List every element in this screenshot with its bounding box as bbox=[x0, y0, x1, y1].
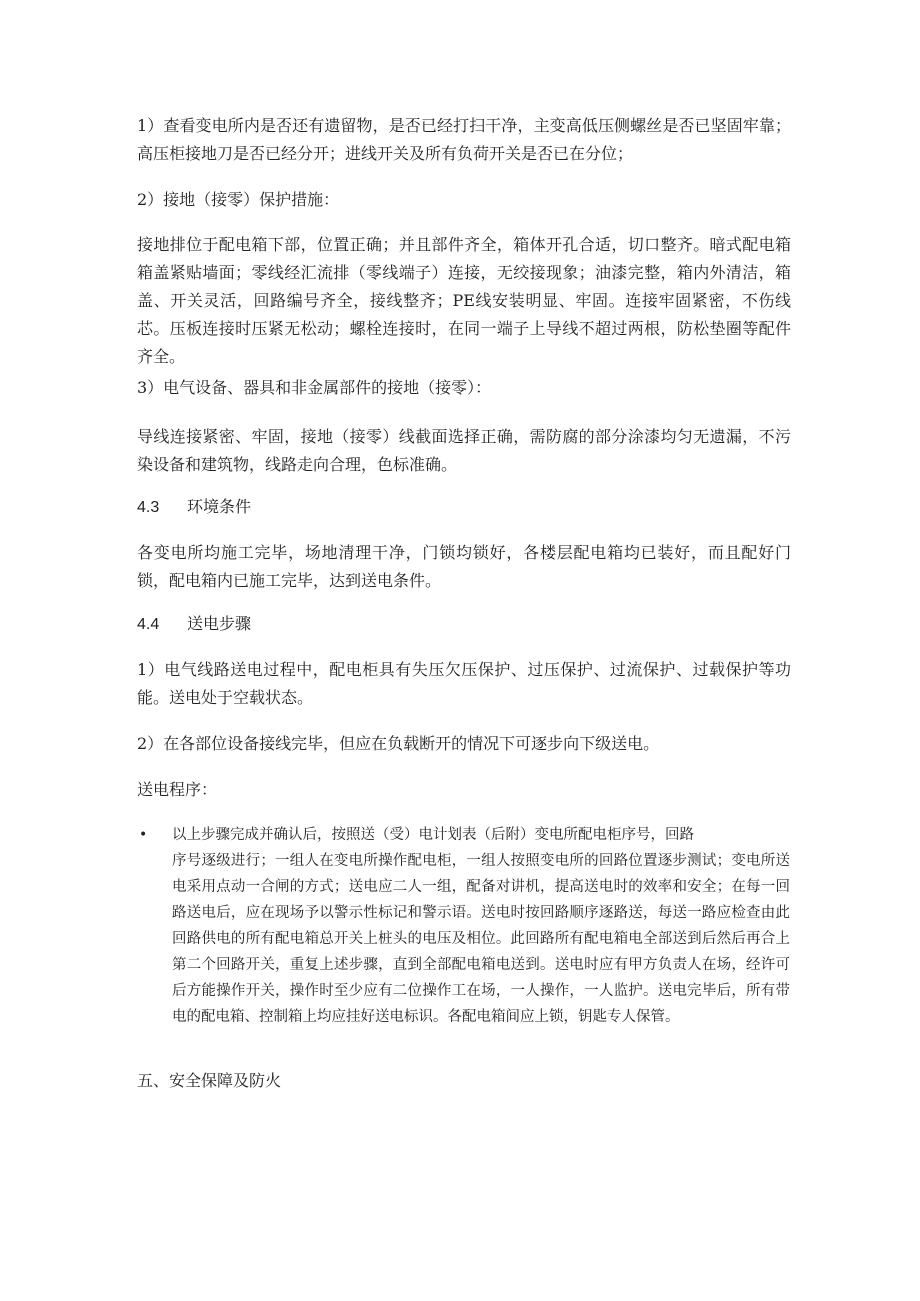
paragraph-equipment-grounding-title: 3）电气设备、器具和非金属部件的接地（接零）： bbox=[137, 378, 492, 397]
heading-4-4-title: 送电步骤 bbox=[187, 614, 252, 633]
paragraph-grounding-details: 接地排位于配电箱下部，位置正确；并且部件齐全，箱体开孔合适，切口整齐。暗式配电箱箱盖紧贴墙面；零线经汇流排（零线端子）连接，无绞接现象；油漆完整，箱内外清洁，箱盖、开关灵活，回路编号齐全，接线整齐；PE线安装明显、牢固。连接牢固紧密，不伤线芯。压板连接时压紧无松动；螺栓连接时，在同一端子上导线不超过两根，防松垫圈等配件齐全。 bbox=[137, 235, 791, 366]
paragraph-power-step-2: 2）在各部位设备接线完毕，但应在负载断开的情况下可逐步向下级送电。 bbox=[137, 734, 660, 753]
paragraph-inspection: 1）查看变电所内是否还有遗留物，是否已经打扫干净，主变高低压侧螺丝是否已坚固牢靠；高压柜接地刀是否已经分开；进线开关及所有负荷开关是否已在分位； bbox=[137, 116, 791, 163]
heading-4-3-title: 环境条件 bbox=[187, 497, 252, 516]
heading-4-4-number: 4.4 bbox=[137, 616, 160, 633]
paragraph-wire-connection: 导线连接紧密、牢固，接地（接零）线截面选择正确，需防腐的部分涂漆均匀无遗漏，不污染设备和建筑物，线路走向合理，色标准确。 bbox=[137, 427, 791, 474]
bullet-dot-icon: • bbox=[139, 827, 148, 843]
heading-4-3 bbox=[137, 493, 791, 522]
paragraph-power-procedure-label: 送电程序： bbox=[137, 780, 218, 799]
paragraph-environment: 各变电所均施工完毕，场地清理干净，门锁均锁好，各楼层配电箱均已装好，而且配好门锁，配电箱内已施工完毕，达到送电条件。 bbox=[137, 543, 791, 590]
bullet-body: 序号逐级进行；一组人在变电所操作配电柜，一组人按照变电所的回路位置逐步测试；变电所送电采用点动一合闸的方式；送电应二人一组，配备对讲机，提高送电时的效率和安全；在每一回路送电后，应在现场予以警示性标记和警示语。送电时按回路顺序逐路送，每送一路应检查由此回路供电的所有配电箱总开关上桩头的电压及相位。此回路所有配电箱电全部送到后然后再合上第二个回路开关，重复上述步骤，直到全部配电箱电送到。送电时应有甲方负责人在场，经许可后方能操作开关，操作时至少应有二位操作工在场，一人操作，一人监护。送电完毕后，所有带电的配电箱、控制箱上均应挂好送电标识。各配电箱间应上锁，钥匙专人保管。 bbox=[172, 853, 790, 1025]
section-5-title: 五、安全保障及防火 bbox=[137, 1071, 282, 1090]
paragraph-grounding-title: 2）接地（接零）保护措施： bbox=[137, 190, 340, 209]
heading-4-3-number: 4.3 bbox=[137, 499, 160, 516]
paragraph-power-step-1: 1）电气线路送电过程中，配电柜具有失压欠压保护、过压保护、过流保护、过载保护等功能。送电处于空载状态。 bbox=[137, 660, 791, 707]
heading-4-4 bbox=[137, 610, 791, 639]
bullet-first-line: 以上步骤完成并确认后，按照送（受）电计划表（后附）变电所配电柜序号，回路 bbox=[172, 827, 694, 843]
